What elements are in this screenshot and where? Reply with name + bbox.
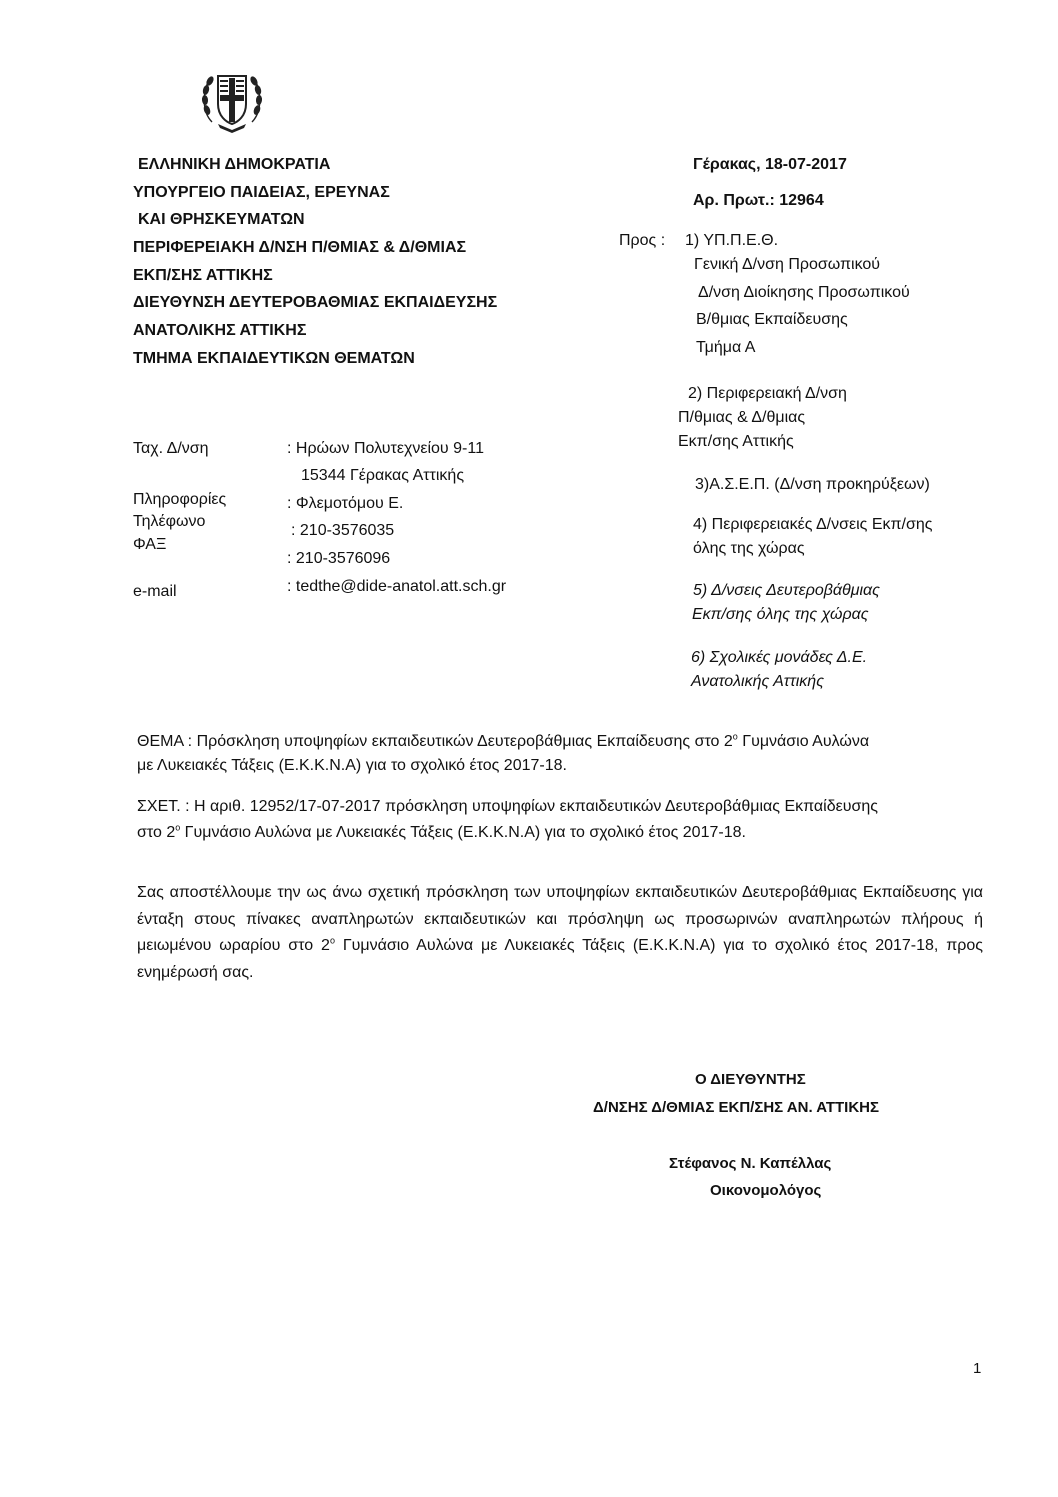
signature-name: Στέφανος Ν. Καπέλλας: [669, 1155, 832, 1172]
address-label: Ταχ. Δ/νση: [133, 440, 209, 457]
header-line-2: ΥΠΟΥΡΓΕΙΟ ΠΑΙΔΕΙΑΣ, ΕΡΕΥΝΑΣ: [133, 184, 390, 201]
info-label: Πληροφορίες: [133, 491, 227, 508]
fax-value: : 210-3576096: [287, 550, 391, 567]
header-line-1: ΕΛΛΗΝΙΚΗ ΔΗΜΟΚΡΑΤΙΑ: [138, 156, 331, 173]
recipient-4-line-1: 4) Περιφερειακές Δ/νσεις Εκπ/σης: [693, 516, 933, 533]
header-line-7: ΑΝΑΤΟΛΙΚΗΣ ΑΤΤΙΚΗΣ: [133, 322, 307, 339]
recipient-6-line-2: Ανατολικής Αττικής: [691, 673, 824, 690]
recipient-3: 3)Α.Σ.Ε.Π. (Δ/νση προκηρύξεων): [695, 476, 930, 493]
signature-department: Δ/ΝΣΗΣ Δ/ΘΜΙΑΣ ΕΚΠ/ΣΗΣ ΑΝ. ΑΤΤΙΚΗΣ: [593, 1099, 879, 1116]
recipient-5-line-1: 5) Δ/νσεις Δευτεροβάθμιας: [693, 582, 880, 599]
recipient-1-line-2: Γενική Δ/νση Προσωπικού: [694, 256, 881, 273]
address-value: : Ηρώων Πολυτεχνείου 9-11: [287, 440, 484, 457]
page-number: 1: [973, 1360, 982, 1377]
recipient-1-line-3: Δ/νση Διοίκησης Προσωπικού: [698, 284, 910, 301]
recipient-2-line-1: 2) Περιφερειακή Δ/νση: [688, 385, 847, 402]
signature-role: Οικονομολόγος: [710, 1182, 822, 1199]
recipient-5-line-2: Εκπ/σης όλης της χώρας: [692, 606, 869, 623]
phone-value: : 210-3576035: [291, 522, 395, 539]
reference-line-2: στο $2^o$ Γυμνάσιο Αυλώνα με Λυκειακές Τάξεις (Ε.Κ.Κ.Ν.Α) για το σχολικό έτος 2017-18.: [137, 822, 746, 841]
reference-line-1: ΣΧΕΤ. : Η αριθ. 12952/17-07-2017 πρόσκληση υποψηφίων εκπαιδευτικών Δευτεροβάθμιας Εκπαίδευσης: [137, 798, 879, 815]
recipients-label: Προς :: [619, 232, 666, 249]
info-value: : Φλεμοτόμου Ε.: [287, 495, 404, 512]
header-line-4: ΠΕΡΙΦΕΡΕΙΑΚΗ Δ/ΝΣΗ Π/ΘΜΙΑΣ & Δ/ΘΜΙΑΣ: [133, 239, 467, 256]
signature-title: Ο ΔΙΕΥΘΥΝΤΗΣ: [695, 1071, 806, 1088]
email-label: e-mail: [133, 583, 177, 600]
header-line-3: ΚΑΙ ΘΡΗΣΚΕΥΜΑΤΩΝ: [138, 211, 305, 228]
recipient-2-line-2: Π/θμιας & Δ/θμιας: [678, 409, 806, 426]
header-line-5: ΕΚΠ/ΣΗΣ ΑΤΤΙΚΗΣ: [133, 267, 273, 284]
subject-line-1: ΘΕΜΑ : Πρόσκληση υποψηφίων εκπαιδευτικών Δευτεροβάθμιας Εκπαίδευσης στο $2^o$ Γυμνάσιο Αυλώνα: [137, 731, 870, 750]
recipient-2-line-3: Εκπ/σης Αττικής: [678, 433, 794, 450]
recipient-1-line-5: Τμήμα Α: [696, 339, 756, 356]
header-line-6: ΔΙΕΥΘΥΝΣΗ ΔΕΥΤΕΡΟΒΑΘΜΙΑΣ ΕΚΠΑΙΔΕΥΣΗΣ: [133, 294, 498, 311]
protocol-number: Αρ. Πρωτ.: 12964: [693, 192, 824, 209]
email-value: : tedthe@dide-anatol.att.sch.gr: [287, 578, 507, 595]
recipient-6-line-1: 6) Σχολικές μονάδες Δ.Ε.: [691, 649, 868, 666]
fax-label: ΦΑΞ: [133, 536, 167, 553]
recipient-1-line-4: Β/θμιας Εκπαίδευσης: [696, 311, 848, 328]
greek-coat-of-arms-emblem: [198, 64, 266, 134]
phone-label: Τηλέφωνο: [133, 513, 206, 530]
address-value-2: 15344 Γέρακας Αττικής: [301, 467, 465, 484]
place-date: Γέρακας, 18-07-2017: [693, 156, 847, 173]
body-paragraph: Σας αποστέλλουμε την ως άνω σχετική πρόσκληση των υποψηφίων εκπαιδευτικών Δευτεροβάθμιας Εκπαίδευσης για ένταξη στους πίνακες αναπληρωτών εκπαιδευτικών και πρόσληψη ως προσωρινών αναπληρωτών πλήρους ή μειωμένου ωραρίου στο $2^o$ Γυμνάσιο Αυλώνα με Λυκειακές Τάξεις (Ε.Κ.Κ.Ν.Α) για το σχολικό έτος 2017-18, προς ενημέρωσή σας.: [137, 884, 983, 981]
header-line-8: ΤΜΗΜΑ ΕΚΠΑΙΔΕΥΤΙΚΩΝ ΘΕΜΑΤΩΝ: [133, 350, 415, 367]
recipient-4-line-2: όλης της χώρας: [693, 540, 805, 557]
recipient-1-line-1: 1) ΥΠ.Π.Ε.Θ.: [685, 232, 779, 249]
subject-line-2: με Λυκειακές Τάξεις (Ε.Κ.Κ.Ν.Α) για το σχολικό έτος 2017-18.: [137, 757, 567, 774]
